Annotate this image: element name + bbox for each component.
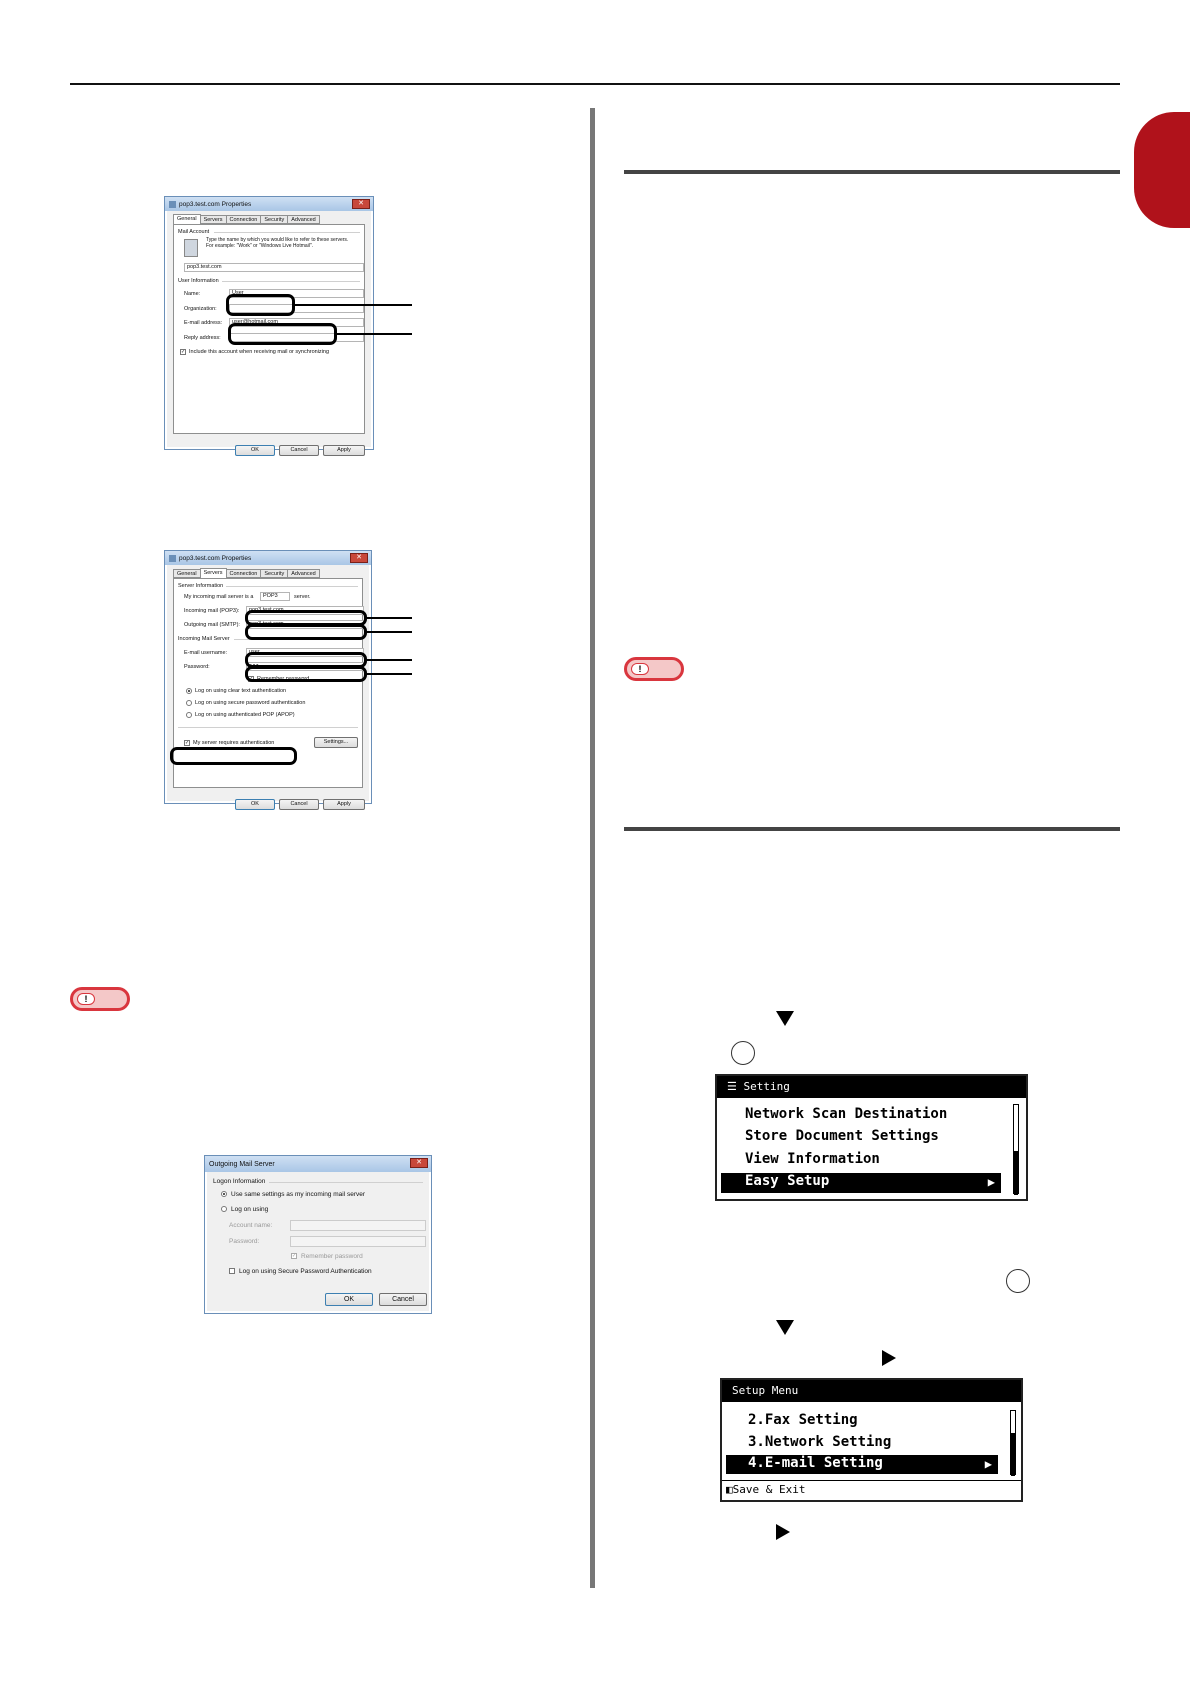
tab-general[interactable]: General xyxy=(173,569,201,578)
menu-item-view-information[interactable]: View Information xyxy=(745,1151,880,1167)
back-key-icon: ◧ xyxy=(726,1483,733,1496)
ok-key-icon xyxy=(731,1041,755,1065)
settings-icon: ☰ xyxy=(727,1080,744,1093)
requires-auth-label: My server requires authentication xyxy=(193,740,275,746)
tab-connection[interactable]: Connection xyxy=(226,215,262,224)
outgoing-leader-line xyxy=(367,631,412,633)
dialog-titlebar xyxy=(205,1156,431,1172)
requires-auth-checkbox[interactable]: ✓ xyxy=(185,740,190,746)
outgoing-highlight xyxy=(245,624,367,640)
log-on-using-radio[interactable] xyxy=(221,1206,227,1212)
log-on-using-label: Log on using xyxy=(231,1206,269,1213)
remember-password-label: Remember password xyxy=(301,1253,363,1260)
section-rule-1 xyxy=(624,170,1120,174)
dialog-tabs xyxy=(173,215,319,224)
remember-password-checkbox[interactable]: ✓ xyxy=(249,676,254,682)
user-info-label: User Information xyxy=(178,278,219,284)
lcd-scrollbar-thumb xyxy=(1014,1151,1018,1195)
incoming-server-field[interactable]: pop3.test.com xyxy=(246,606,364,615)
dialog-titlebar xyxy=(165,551,371,565)
tab-advanced[interactable]: Advanced xyxy=(287,569,319,578)
logon-info-label: Logon Information xyxy=(213,1178,266,1185)
use-same-radio[interactable] xyxy=(221,1191,227,1197)
lcd-setting-screen xyxy=(715,1074,1028,1201)
password-field[interactable]: ●●● xyxy=(246,662,364,671)
note-icon: ! xyxy=(77,993,95,1005)
group-divider xyxy=(269,1182,423,1183)
settings-button[interactable]: Settings... xyxy=(314,737,358,748)
tab-connection[interactable]: Connection xyxy=(226,569,262,578)
name-highlight xyxy=(226,294,295,316)
name-label: Name: xyxy=(184,291,201,297)
name-field[interactable]: User xyxy=(229,289,364,298)
account-name-field[interactable] xyxy=(290,1220,426,1231)
apop-radio[interactable] xyxy=(186,712,192,718)
email-highlight xyxy=(228,323,337,345)
tab-servers[interactable]: Servers xyxy=(200,568,227,578)
tab-servers[interactable]: Servers xyxy=(200,215,227,224)
group-divider xyxy=(226,586,358,587)
password-field[interactable] xyxy=(290,1236,426,1247)
menu-item-label: 4.E-mail Setting xyxy=(748,1455,883,1471)
remember-password-label: Remember password xyxy=(257,676,310,682)
column-divider xyxy=(590,108,595,1588)
menu-item-fax-setting[interactable]: 2.Fax Setting xyxy=(748,1412,858,1428)
reply-label: Reply address: xyxy=(184,335,221,341)
lcd-header-title: Setup Menu xyxy=(732,1384,799,1397)
username-label: E-mail username: xyxy=(184,650,228,656)
right-arrow-icon: ▶ xyxy=(984,1457,992,1471)
spa-checkbox[interactable] xyxy=(229,1268,235,1274)
ok-key-icon xyxy=(1006,1269,1030,1293)
dialog-title: Outgoing Mail Server xyxy=(209,1160,275,1168)
spa-radio[interactable] xyxy=(186,700,192,706)
include-label: Include this account when receiving mail or synchronizing xyxy=(189,349,330,355)
lcd-setup-menu-screen xyxy=(720,1378,1023,1502)
server-info-label: Server Information xyxy=(178,583,224,589)
username-field[interactable]: user xyxy=(246,648,364,657)
cancel-button[interactable]: Cancel xyxy=(379,1293,427,1306)
dialog-tabs xyxy=(173,569,319,578)
lcd-scrollbar xyxy=(1013,1104,1019,1194)
close-icon[interactable]: ✕ xyxy=(352,199,370,209)
incoming-server-label: Incoming mail (POP3): xyxy=(184,608,240,614)
lcd-header xyxy=(722,1380,1021,1402)
menu-item-easy-setup[interactable] xyxy=(721,1173,1001,1193)
account-name-field[interactable]: pop3.test.com xyxy=(184,263,364,272)
save-exit-label: Save & Exit xyxy=(732,1483,806,1496)
note-icon: ! xyxy=(631,663,649,675)
apply-button[interactable]: Apply xyxy=(323,799,365,810)
account-description: Type the name by which you would like to refer to these servers. For example: "Work" or "Windows Live Hotmail". xyxy=(206,237,349,249)
outgoing-mail-server-dialog xyxy=(204,1155,432,1314)
menu-item-network-setting[interactable]: 3.Network Setting xyxy=(748,1434,892,1450)
username-leader-line xyxy=(367,659,412,661)
requires-auth-highlight xyxy=(170,747,297,765)
menu-item-label: Easy Setup xyxy=(745,1173,830,1189)
tab-general[interactable]: General xyxy=(173,214,201,224)
incoming-mail-server-label: Incoming Mail Server xyxy=(178,636,230,642)
outgoing-server-field[interactable]: pop3.test.com xyxy=(246,620,364,629)
cancel-button[interactable]: Cancel xyxy=(279,799,319,810)
down-arrow-key-icon xyxy=(776,1320,794,1335)
tab-security[interactable]: Security xyxy=(260,569,288,578)
group-divider xyxy=(214,232,360,233)
mail-account-icon xyxy=(169,555,176,562)
password-label: Password: xyxy=(184,664,210,670)
incoming-type-field[interactable]: POP3 xyxy=(260,592,290,601)
tab-advanced[interactable]: Advanced xyxy=(287,215,319,224)
dialog-title: pop3.test.com Properties xyxy=(179,200,252,208)
clear-text-radio[interactable] xyxy=(186,688,192,694)
clear-text-label: Log on using clear text authentication xyxy=(195,688,287,694)
lcd-footer-divider xyxy=(722,1480,1021,1481)
header-rule xyxy=(70,83,1120,85)
remember-password-checkbox[interactable]: ✓ xyxy=(292,1253,297,1259)
apply-button[interactable]: Apply xyxy=(323,445,365,456)
use-same-label: Use same settings as my incoming mail server xyxy=(231,1191,366,1198)
incoming-type-prefix: My incoming mail server is a xyxy=(184,594,254,600)
ok-button[interactable]: OK xyxy=(235,445,275,456)
spa-label: Log on using Secure Password Authentication xyxy=(239,1268,372,1275)
password-leader-line xyxy=(367,673,412,675)
dialog-titlebar xyxy=(165,197,373,211)
close-icon[interactable]: ✕ xyxy=(350,553,368,563)
note-badge-left xyxy=(70,987,130,1011)
right-arrow-icon: ▶ xyxy=(987,1175,995,1189)
group-divider xyxy=(222,281,360,282)
password-label: Password: xyxy=(229,1238,260,1245)
ok-button[interactable]: OK xyxy=(235,799,275,810)
chapter-tab xyxy=(1134,112,1190,228)
email-leader-line xyxy=(337,333,412,335)
dialog-title: pop3.test.com Properties xyxy=(179,554,252,562)
lcd-header xyxy=(717,1076,1026,1098)
email-label: E-mail address: xyxy=(184,320,223,326)
menu-item-store-document[interactable]: Store Document Settings xyxy=(745,1128,939,1144)
mail-account-label: Mail Account xyxy=(178,229,210,235)
incoming-leader-line xyxy=(367,617,412,619)
organization-label: Organization: xyxy=(184,306,217,312)
note-badge-right xyxy=(624,657,684,681)
lcd-scrollbar xyxy=(1010,1410,1016,1475)
down-arrow-key-icon xyxy=(776,1011,794,1026)
lcd-footer[interactable] xyxy=(726,1483,805,1496)
name-leader-line xyxy=(295,304,412,306)
tab-security[interactable]: Security xyxy=(260,215,288,224)
spa-label: Log on using secure password authentication xyxy=(195,700,306,706)
mail-account-icon xyxy=(169,201,176,208)
menu-item-email-setting[interactable] xyxy=(726,1455,998,1474)
incoming-type-suffix: server. xyxy=(294,594,311,600)
include-checkbox[interactable]: ✓ xyxy=(181,349,186,355)
lcd-scrollbar-thumb xyxy=(1011,1433,1015,1476)
right-arrow-key-icon xyxy=(882,1350,896,1366)
servers-icon xyxy=(184,239,198,257)
password-highlight xyxy=(245,666,367,682)
section-rule-2 xyxy=(624,827,1120,831)
apop-label: Log on using authenticated POP (APOP) xyxy=(195,712,295,718)
menu-item-network-scan[interactable]: Network Scan Destination xyxy=(745,1106,948,1122)
email-field[interactable]: user@hotmail.com xyxy=(229,318,364,327)
outgoing-server-label: Outgoing mail (SMTP): xyxy=(184,622,240,628)
close-icon[interactable]: ✕ xyxy=(410,1158,428,1168)
ok-button[interactable]: OK xyxy=(325,1293,373,1306)
group-divider xyxy=(178,727,358,728)
account-name-label: Account name: xyxy=(229,1222,273,1229)
lcd-header-title: Setting xyxy=(743,1080,790,1093)
cancel-button[interactable]: Cancel xyxy=(279,445,319,456)
right-arrow-key-icon xyxy=(776,1524,790,1540)
